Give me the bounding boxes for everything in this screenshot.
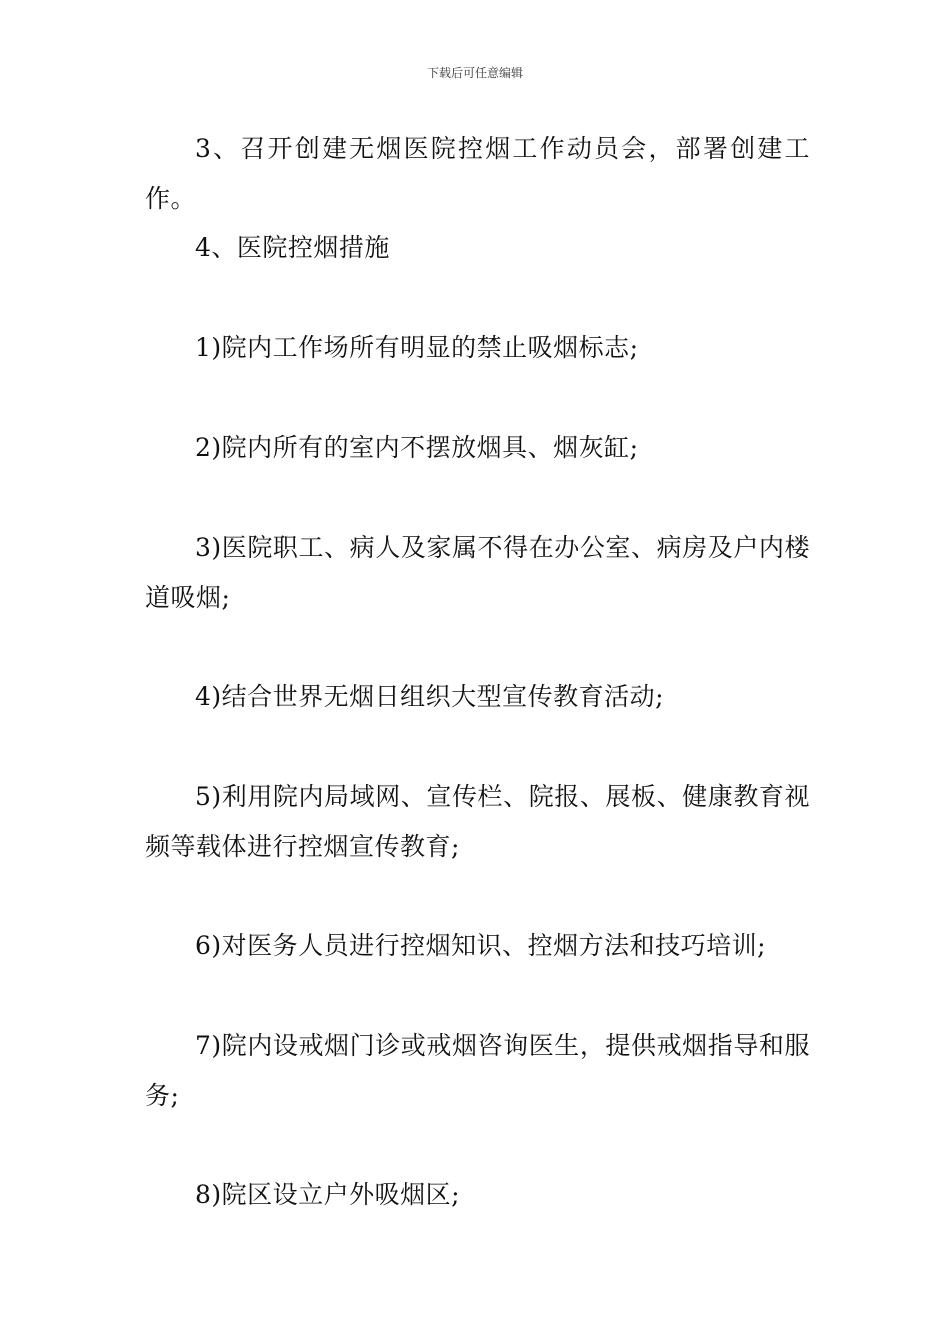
list-item-8: 8)院区设立户外吸烟区; [195,1180,461,1209]
list-item-4: 4)结合世界无烟日组织大型宣传教育活动; [195,682,665,711]
list-item-3: 3)医院职工、病人及家属不得在办公室、病房及户内楼道吸烟; [145,533,810,612]
list-item-2: 2)院内所有的室内不摆放烟具、烟灰缸; [195,433,639,462]
paragraph-3-meeting: 3、召开创建无烟医院控烟工作动员会，部署创建工作。 [145,134,810,213]
paragraph-4-measures-heading: 4、医院控烟措施 [195,233,390,262]
list-item-1: 1)院内工作场所有明显的禁止吸烟标志; [195,333,639,362]
list-item-7: 7)院内设戒烟门诊或戒烟咨询医生，提供戒烟指导和服务; [145,1031,810,1110]
list-item-5: 5)利用院内局域网、宣传栏、院报、展板、健康教育视频等载体进行控烟宣传教育; [145,782,810,861]
page-header: 下载后可任意编辑 [426,66,523,80]
list-item-6: 6)对医务人员进行控烟知识、控烟方法和技巧培训; [195,931,767,960]
